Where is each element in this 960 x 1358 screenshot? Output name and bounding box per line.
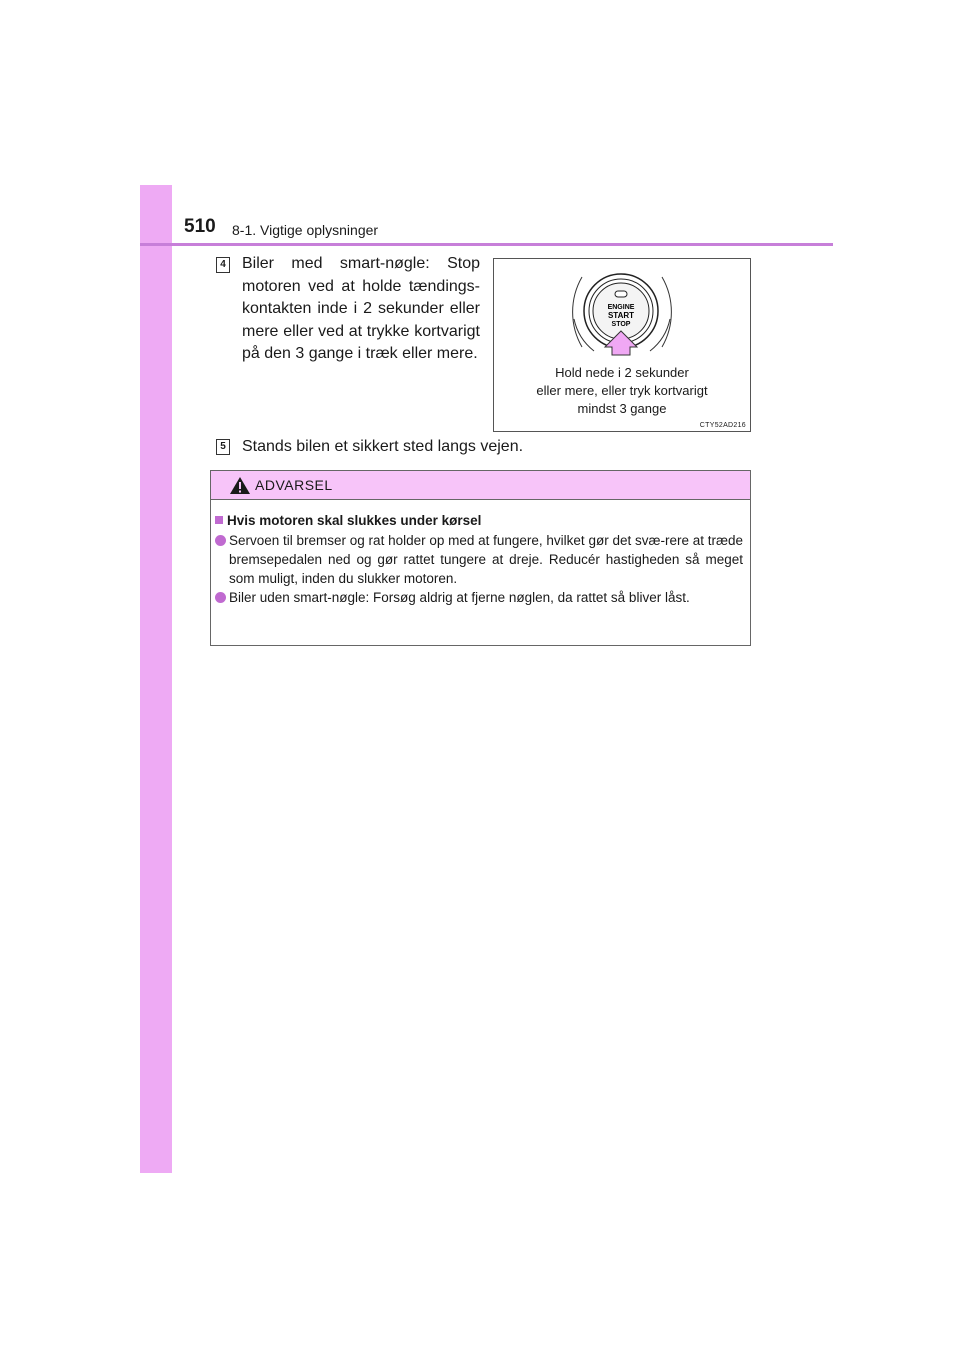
warning-heading (215, 513, 481, 528)
chapter-sidebar-tab (140, 185, 172, 1173)
warning-header (211, 471, 750, 500)
warning-title: ADVARSEL (255, 477, 333, 493)
step-number-4: 4 (216, 257, 230, 273)
caption-line: Hold nede i 2 sekunder (555, 365, 689, 380)
square-bullet-icon (215, 516, 223, 524)
caption-line: eller mere, eller tryk kortvarigt (536, 383, 708, 398)
warning-box (210, 470, 751, 646)
figure-caption (494, 364, 750, 418)
step-4-text: Biler med smart-nøgle: Stop motoren ved at holde tændings-kontakten inde i 2 sekunder eller mere eller ved at trykke kortvarigt på den 3 gange i træk eller mere. (242, 255, 480, 363)
warning-item (215, 588, 743, 607)
warning-item (215, 531, 743, 588)
step-number-5: 5 (216, 439, 230, 455)
warning-triangle-icon (229, 476, 251, 495)
page-number: 510 (184, 216, 216, 237)
button-label-start: START (607, 311, 635, 320)
bullet-icon (215, 592, 226, 603)
button-label-engine: ENGINE (607, 304, 635, 311)
warning-item-text: Biler uden smart-nøgle: Forsøg aldrig at fjerne nøglen, da rattet så bliver låst. (229, 590, 690, 605)
bullet-icon (215, 535, 226, 546)
engine-switch-figure (493, 258, 751, 432)
caption-line: mindst 3 gange (577, 401, 667, 416)
header-divider (140, 243, 833, 246)
section-title: 8-1. Vigtige oplysninger (232, 222, 379, 238)
warning-item-text: Servoen til bremser og rat holder op med at fungere, hvilket gør det svæ-rere at træde bremsepedalen ned og gør rattet tungere at dreje. Reducér hastigheden så meget som muligt, inden du slukker motoren. (229, 533, 743, 586)
button-label-stop: STOP (611, 321, 631, 328)
step-5-text: Stands bilen et sikkert sted langs vejen. (242, 438, 524, 455)
warning-heading-text: Hvis motoren skal slukkes under kørsel (227, 513, 482, 528)
figure-code: CTY52AD216 (699, 422, 746, 429)
